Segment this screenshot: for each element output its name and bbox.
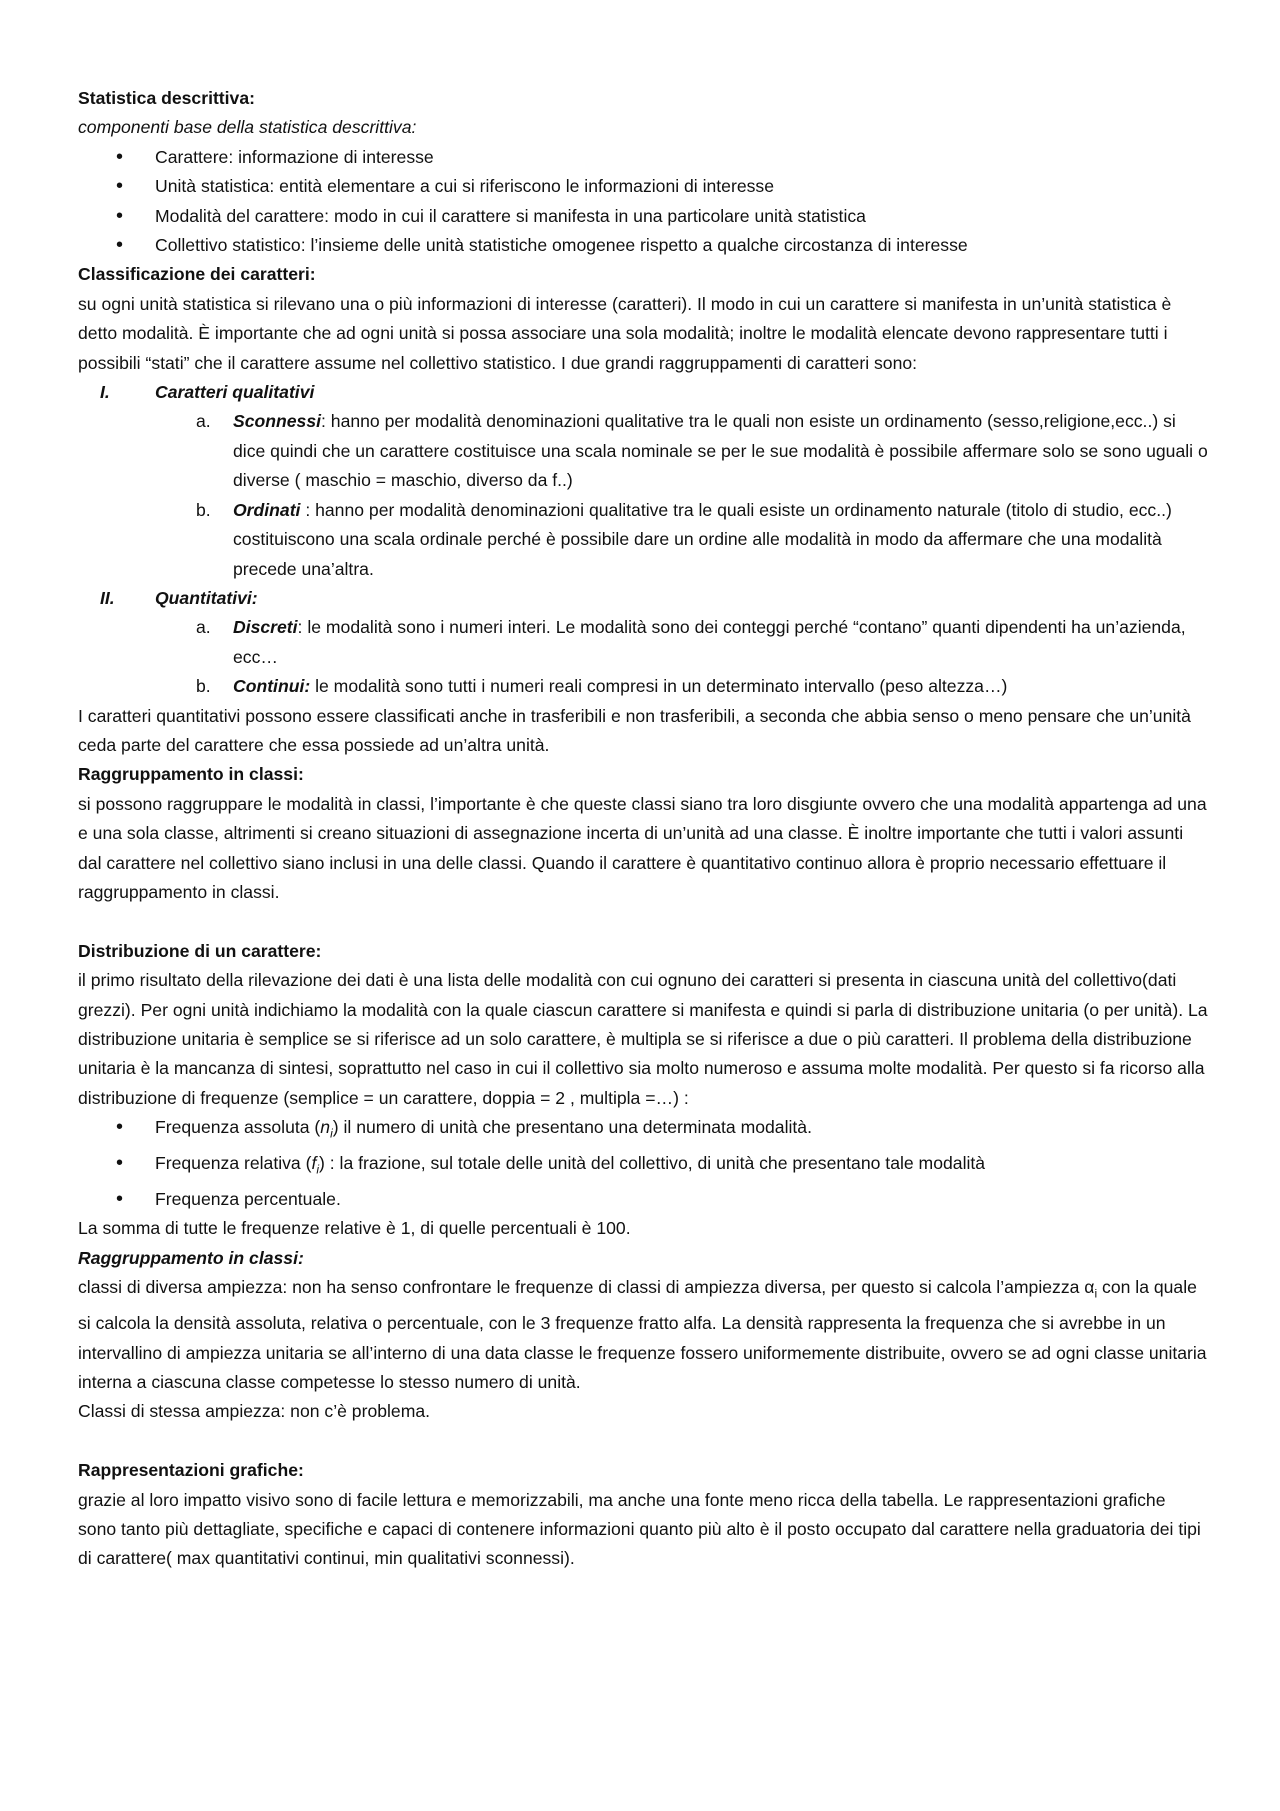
sub-item-sconnessi (78, 407, 1208, 495)
text-fragment: con la quale si calcola la densità assoluta, relativa o percentuale, con le 3 frequenze fratto alfa. La densità rappresenta la frequenza che si avrebbe in un intervallino di ampiezza unitaria se all’interno di una data classe le frequenze fossero uniformemente distribuite, ovvero se ad ogni classe unitaria interna a ciascuna classe competesse lo stesso numero di unità. (78, 1277, 1207, 1392)
roman-numeral: II. (100, 587, 115, 608)
term-ordinati: Ordinati (233, 499, 301, 520)
heading-distribuzione: Distribuzione di un carattere: (78, 940, 322, 961)
text-fragment: Frequenza relativa ( (155, 1153, 312, 1174)
paragraph-classificazione: su ogni unità statistica si rilevano una o più informazioni di interesse (caratteri). Il modo in cui un carattere si manifesta in un’unità statistica è detto modalità. È importante che ad ogni unità si possa associare una sola modalità; inoltre le modalità elencate devono rappresentare tutti i possibili “stati” che il carattere assume nel collettivo statistico. I due grandi raggruppamenti di caratteri sono: (78, 293, 1172, 373)
document-page (78, 84, 1208, 1574)
paragraph-distribuzione: il primo risultato della rilevazione dei dati è una lista delle modalità con cui ognuno dei caratteri si presenta in ciascuna unità del collettivo(dati grezzi). Per ogni unità indichiamo la modalità con la quale ciascun carattere si manifesta e quindi si parla di distribuzione unitaria (o per unità). La distribuzione unitaria è semplice se si riferisce ad un solo carattere, è multipla se si riferisce a due o più caratteri. Il problema della distribuzione unitaria è la mancanza di sintesi, soprattutto nel caso in cui il collettivo sia molto numeroso e assuma molte modalità. Per questo si fa ricorso alla distribuzione di frequenze (semplice = un carattere, doppia = 2 , multipla =…) : (78, 970, 1208, 1108)
sub-letter: a. (196, 617, 211, 638)
paragraph-classi-stessa-ampiezza: Classi di stessa ampiezza: non c’è problema. (78, 1401, 431, 1422)
list-item-frequenza-relativa (78, 1149, 1208, 1185)
group-qualitativi (78, 378, 1208, 407)
text-fragment: ) : la frazione, sul totale delle unità del collettivo, di unità che presentano tale modalità (319, 1153, 986, 1174)
list-item-frequenza-assoluta (78, 1113, 1208, 1149)
sub-item-text: : hanno per modalità denominazioni qualitative tra le quali non esiste un ordinamento (sesso,religione,ecc..) si dice quindi che un carattere costituisce una scala nominale se per le sue modalità è possibile affermare solo se sono uguali o diverse ( maschio = maschio, diverso da f..) (233, 411, 1208, 491)
heading-raggruppamento-classi-2: Raggruppamento in classi: (78, 1247, 304, 1268)
frequenze-list (78, 1113, 1208, 1214)
sub-item-ordinati (78, 496, 1208, 584)
list-item: • Modalità del carattere: modo in cui il carattere si manifesta in una particolare unità statistica (78, 202, 1208, 231)
sub-letter: b. (196, 499, 211, 520)
list-item: • Collettivo statistico: l’insieme delle unità statistiche omogenee rispetto a qualche circostanza di interesse (78, 231, 1208, 260)
subscript-i: i (1094, 1286, 1098, 1301)
text-fragment: classi di diversa ampiezza: non ha senso confrontare le frequenze di classi di ampiezza diversa, per questo si calcola l’ampiezza α (78, 1277, 1095, 1298)
subscript-i: i (316, 1162, 320, 1177)
text-fragment: Frequenza assoluta ( (155, 1117, 321, 1138)
sub-letter: b. (196, 676, 211, 697)
subheading-componenti-base: componenti base della statistica descrittiva: (78, 117, 417, 138)
paragraph-trasferibili: I caratteri quantitativi possono essere classificati anche in trasferibili e non trasferibili, a seconda che abbia senso o meno pensare che un’unità ceda parte del carattere che essa possiede ad un’altra unità. (78, 705, 1191, 755)
subscript-i: i (330, 1126, 333, 1141)
symbol-f: f (311, 1153, 317, 1174)
componenti-list (78, 143, 1208, 261)
paragraph-classi-diversa-ampiezza (78, 1273, 1208, 1397)
paragraph-raggruppamento: si possono raggruppare le modalità in classi, l’importante è che queste classi siano tra loro disgiunte ovvero che una modalità appartenga ad una e una sola classe, altrimenti si creano situazioni di assegnazione incerta di un’unità ad una classe. È inoltre importante che tutti i valori assunti dal carattere nel collettivo siano inclusi in una delle classi. Quando il carattere è quantitativo continuo allora è proprio necessario effettuare il raggruppamento in classi. (78, 793, 1207, 902)
sub-item-continui (78, 672, 1208, 701)
sub-item-discreti (78, 613, 1208, 672)
term-discreti: Discreti (233, 617, 298, 638)
sub-letter: a. (196, 411, 211, 432)
sub-item-text: : le modalità sono i numeri interi. Le modalità sono dei conteggi perché “contano” quanti dipendenti ha un’azienda, ecc… (233, 617, 1186, 667)
heading-statistica-descrittiva: Statistica descrittiva: (78, 88, 255, 108)
text-fragment: ) il numero di unità che presentano una determinata modalità. (332, 1117, 812, 1138)
term-continui: Continui: (233, 676, 311, 697)
heading-rappresentazioni-grafiche: Rappresentazioni grafiche: (78, 1460, 304, 1481)
paragraph-somma-frequenze: La somma di tutte le frequenze relative è 1, di quelle percentuali è 100. (78, 1218, 631, 1239)
spacer (78, 907, 1208, 936)
term-sconnessi: Sconnessi (233, 411, 322, 432)
heading-classificazione: Classificazione dei caratteri: (78, 264, 316, 285)
sub-item-text: : hanno per modalità denominazioni qualitative tra le quali esiste un ordinamento naturale (titolo di studio, ecc..) costituiscono una scala ordinale perché è possibile dare un ordine alle modalità in modo da affermare che una modalità precede una’altra. (233, 499, 1172, 579)
symbol-n: n (320, 1117, 331, 1138)
roman-numeral: I. (100, 382, 110, 403)
group-quantitativi (78, 584, 1208, 613)
group-label: Caratteri qualitativi (155, 382, 315, 403)
sub-item-text: le modalità sono tutti i numeri reali compresi in un determinato intervallo (peso altezza…) (310, 676, 1008, 697)
heading-raggruppamento-classi: Raggruppamento in classi: (78, 764, 304, 785)
list-item: • Carattere: informazione di interesse (78, 143, 1208, 172)
paragraph-rappresentazioni: grazie al loro impatto visivo sono di facile lettura e memorizzabili, ma anche una fonte meno ricca della tabella. Le rappresentazioni grafiche sono tanto più dettagliate, specifiche e capaci di contenere informazioni quanto più alto è il posto occupato dal carattere nella graduatoria dei tipi di carattere( max quantitativi continui, min qualitativi sconnessi). (78, 1489, 1201, 1569)
group-label: Quantitativi: (155, 587, 258, 608)
spacer (78, 1427, 1208, 1456)
list-item: • Unità statistica: entità elementare a cui si riferiscono le informazioni di interesse (78, 172, 1208, 201)
list-item-frequenza-percentuale: • Frequenza percentuale. (78, 1185, 1208, 1214)
